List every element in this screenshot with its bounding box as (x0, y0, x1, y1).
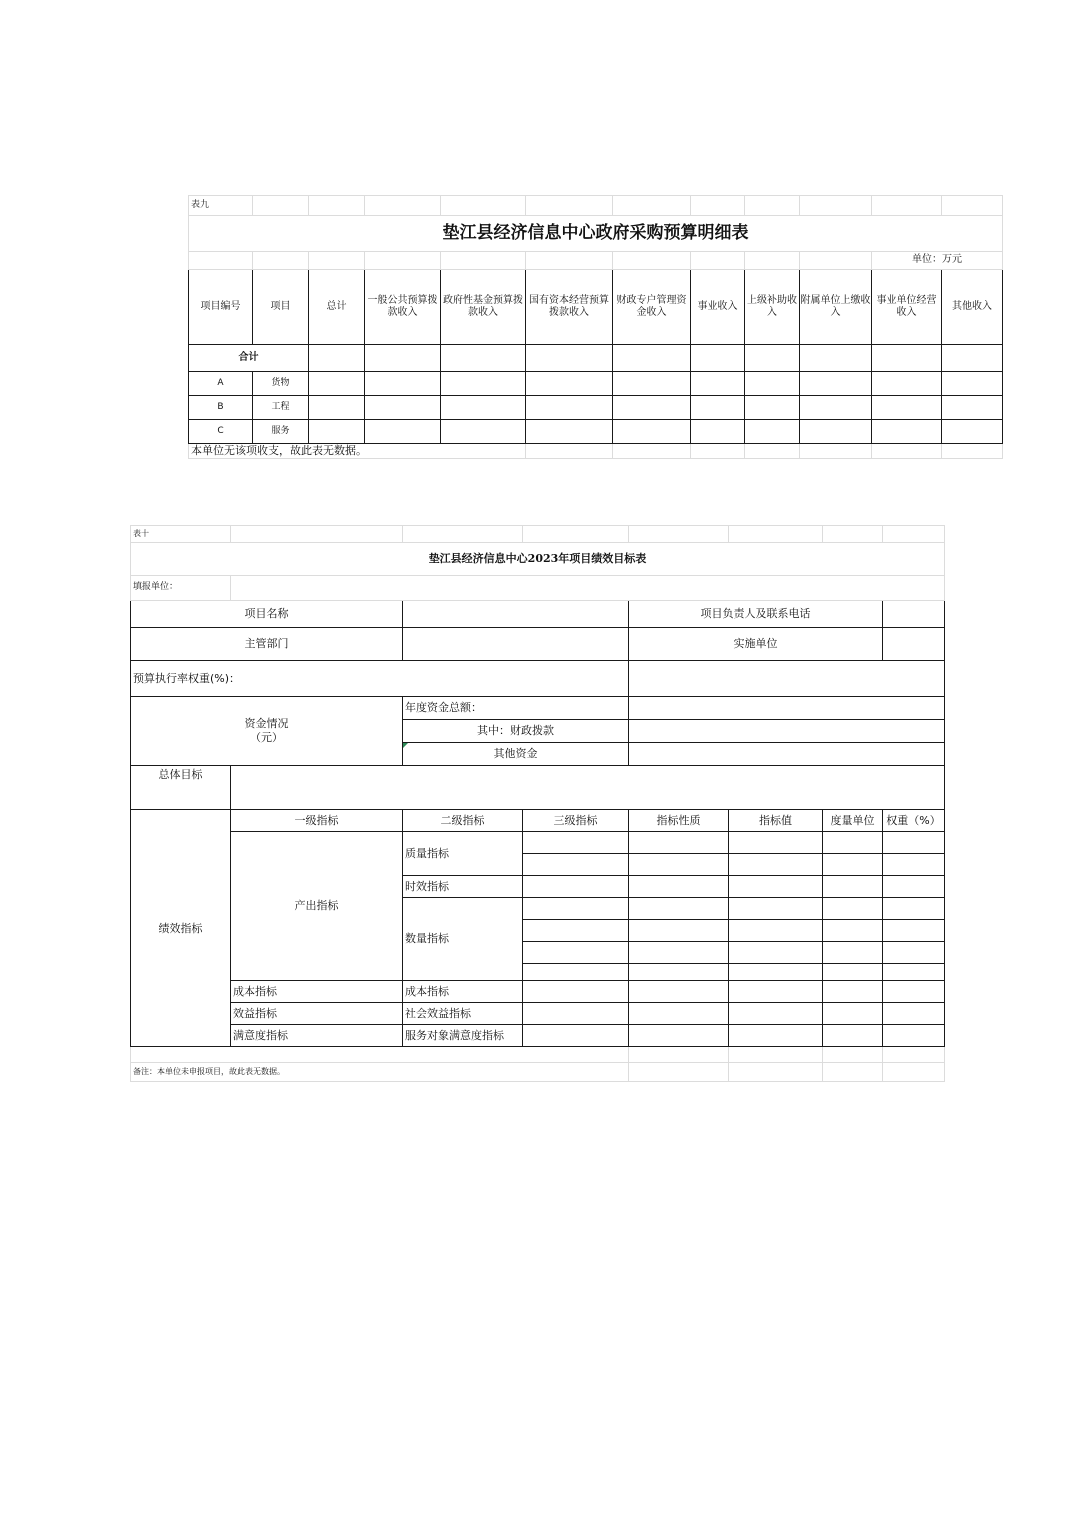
col-header: 项目 (253, 270, 309, 345)
col-header: 附属单位上缴收入 (800, 270, 872, 345)
col-header: 国有资本经营预算拨款收入 (526, 270, 613, 345)
row-item: 货物 (253, 372, 309, 396)
output-indicator: 产出指标 (231, 832, 403, 981)
table-title: 垫江县经济信息中心2023年项目绩效目标表 (131, 543, 945, 576)
social-benefit-indicator: 社会效益指标 (403, 1003, 523, 1025)
total-row (189, 345, 1003, 372)
impl-unit-label: 实施单位 (629, 628, 883, 661)
col-header: 一般公共预算拨款收入 (365, 270, 441, 345)
benefit-indicator: 效益指标 (231, 1003, 403, 1025)
fund-cell (131, 697, 403, 766)
unit-label: 单位：万元 (872, 252, 1003, 270)
perf-indicator-label: 绩效指标 (131, 810, 231, 1047)
cost-indicator-l1: 成本指标 (231, 981, 403, 1003)
col-header: 事业收入 (691, 270, 745, 345)
col-nature: 指标性质 (629, 810, 729, 832)
row-item: 工程 (253, 396, 309, 420)
col-header: 项目编号 (189, 270, 253, 345)
col-header: 财政专户管理资金收入 (613, 270, 691, 345)
col-header: 其他收入 (942, 270, 1003, 345)
row-code: B (189, 396, 253, 420)
col-header: 总计 (309, 270, 365, 345)
service-satisfaction-indicator: 服务对象满意度指标 (403, 1025, 523, 1047)
procurement-budget-table (188, 195, 1003, 459)
table-tag: 表九 (189, 196, 253, 216)
table-row (189, 372, 1003, 396)
table-row (189, 420, 1003, 444)
col-header: 上级补助收入 (745, 270, 800, 345)
header-row (189, 270, 1003, 345)
table-note: 本单位无该项收支，故此表无数据。 (189, 444, 526, 459)
table-row (189, 396, 1003, 420)
col-l3: 三级指标 (523, 810, 629, 832)
total-label: 合计 (189, 345, 309, 372)
project-leader-label: 项目负责人及联系电话 (629, 601, 883, 628)
col-l1: 一级指标 (231, 810, 403, 832)
row-code: C (189, 420, 253, 444)
fiscal-label: 其中：财政拨款 (403, 720, 629, 743)
quality-indicator: 质量指标 (403, 832, 523, 876)
col-header: 事业单位经营收入 (872, 270, 942, 345)
col-header: 政府性基金预算拨款收入 (441, 270, 526, 345)
satisfaction-indicator: 满意度指标 (231, 1025, 403, 1047)
dept-label: 主管部门 (131, 628, 403, 661)
timeliness-indicator: 时效指标 (403, 876, 523, 898)
col-value: 指标值 (729, 810, 823, 832)
row-item: 服务 (253, 420, 309, 444)
col-l2: 二级指标 (403, 810, 523, 832)
table-title: 垫江县经济信息中心政府采购预算明细表 (189, 216, 1003, 252)
table-tag: 表十 (131, 526, 231, 543)
table-note: 备注：本单位未申报项目，故此表无数据。 (131, 1063, 629, 1082)
other-fund-label: 其他资金 (403, 743, 629, 766)
col-weight: 权重（%） (883, 810, 945, 832)
fund-label: 资金情况 (244, 717, 289, 731)
col-unit: 度量单位 (823, 810, 883, 832)
project-name-label: 项目名称 (131, 601, 403, 628)
performance-target-table (130, 525, 945, 1082)
fund-unit: （元） (250, 731, 283, 744)
annual-total-label: 年度资金总额： (403, 697, 629, 720)
fill-unit-label: 填报单位： (131, 576, 231, 601)
overall-goal-label: 总体目标 (131, 766, 231, 810)
cost-indicator-l2: 成本指标 (403, 981, 523, 1003)
quantity-indicator: 数量指标 (403, 898, 523, 981)
row-code: A (189, 372, 253, 396)
budget-weight-label: 预算执行率权重(%)： (131, 661, 629, 697)
